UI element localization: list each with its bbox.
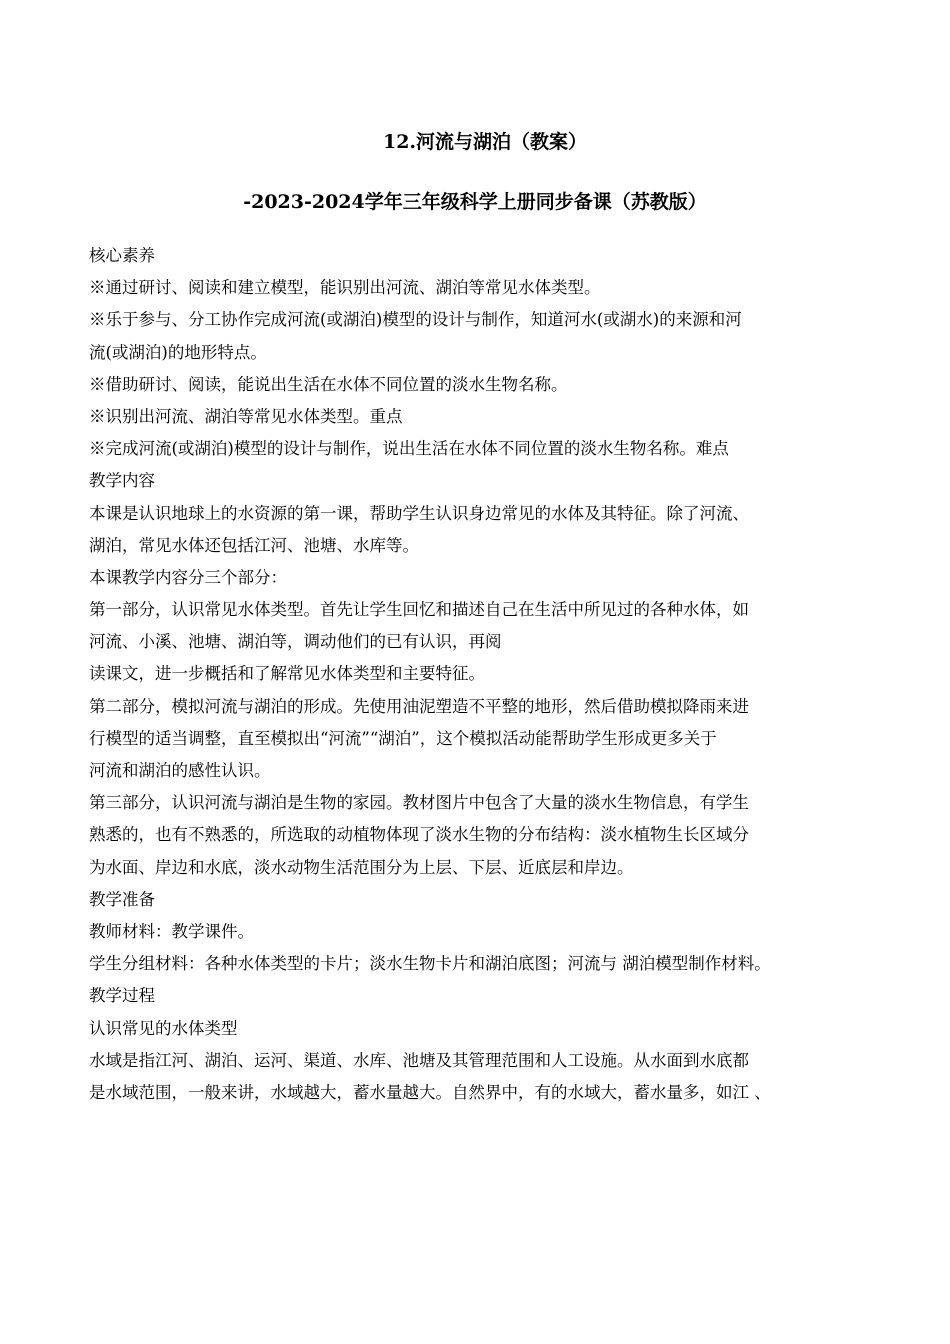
paragraph-line: 河流和湖泊的感性认识。	[89, 761, 271, 780]
paragraph-line: 教师材料：教学课件。	[89, 921, 254, 941]
paragraph-line: 行模型的适当调整，直至模拟出“河流”“湖泊”，这个模拟活动能帮助学生形成更多关于	[89, 728, 717, 748]
paragraph-line: 是水域范围，一般来讲，水域越大，蓄水量越大。自然界中，有的水域大，蓄水量多，如江 、	[89, 1082, 771, 1102]
paragraph-line: 第三部分，认识河流与湖泊是生物的家园。教材图片中包含了大量的淡水生物信息，有学生	[89, 793, 749, 813]
paragraph-line: 学生分组材料：各种水体类型的卡片；淡水生物卡片和湖泊底图；河流与 湖泊模型制作材料。	[89, 954, 771, 974]
document-subtitle: -2023-2024学年三年级科学上册同步备课（苏教版）	[243, 191, 707, 213]
paragraph-line: ※完成河流(或湖泊)模型的设计与制作，说出生活在水体不同位置的淡水生物名称。难点	[89, 439, 729, 459]
paragraph-line: 流(或湖泊)的地形特点。	[89, 342, 267, 362]
paragraph-line: 第二部分，模拟河流与湖泊的形成。先使用油泥塑造不平整的地形，然后借助模拟降雨来进	[89, 696, 749, 716]
document-body	[89, 240, 889, 1109]
paragraph-line: 熟悉的，也有不熟悉的，所选取的动植物体现了淡水生物的分布结构：淡水植物生长区域分	[89, 825, 749, 845]
paragraph-line: 本课教学内容分三个部分：	[89, 567, 287, 587]
paragraph-line: 读课文，进一步概括和了解常见水体类型和主要特征。	[89, 664, 485, 684]
document-title: 12.河流与湖泊（教案）	[382, 131, 588, 153]
paragraph-line: 湖泊，常见水体还包括江河、池塘、水库等。	[89, 535, 419, 555]
paragraph-line: ※借助研讨、阅读，能说出生活在水体不同位置的淡水生物名称。	[89, 374, 568, 394]
section-heading-teaching-process: 教学过程	[89, 986, 155, 1006]
paragraph-line: 本课是认识地球上的水资源的第一课，帮助学生认识身边常见的水体及其特征。除了河流、	[89, 503, 749, 523]
paragraph-line: ※识别出河流、湖泊等常见水体类型。重点	[89, 406, 403, 426]
paragraph-line: 水域是指江河、湖泊、运河、渠道、水库、池塘及其管理范围和人工设施。从水面到水底都	[89, 1050, 749, 1070]
section-heading-teaching-content: 教学内容	[89, 471, 155, 491]
section-heading-teaching-preparation: 教学准备	[89, 889, 155, 909]
subsection-heading: 认识常见的水体类型	[89, 1018, 238, 1038]
paragraph-line: 为水面、岸边和水底，淡水动物生活范围分为上层、下层、近底层和岸边。	[89, 857, 634, 877]
paragraph-line: ※通过研讨、阅读和建立模型，能识别出河流、湖泊等常见水体类型。	[89, 278, 601, 298]
section-heading-core-literacy: 核心素养	[89, 246, 155, 265]
paragraph-line: ※乐于参与、分工协作完成河流(或湖泊)模型的设计与制作，知道河水(或湖水)的来源和河	[89, 310, 742, 330]
paragraph-line: 河流、小溪、池塘、湖泊等，调动他们的已有认识，再阅	[89, 632, 502, 652]
paragraph-line: 第一部分，认识常见水体类型。首先让学生回忆和描述自己在生活中所见过的各种水体，如	[89, 600, 749, 620]
